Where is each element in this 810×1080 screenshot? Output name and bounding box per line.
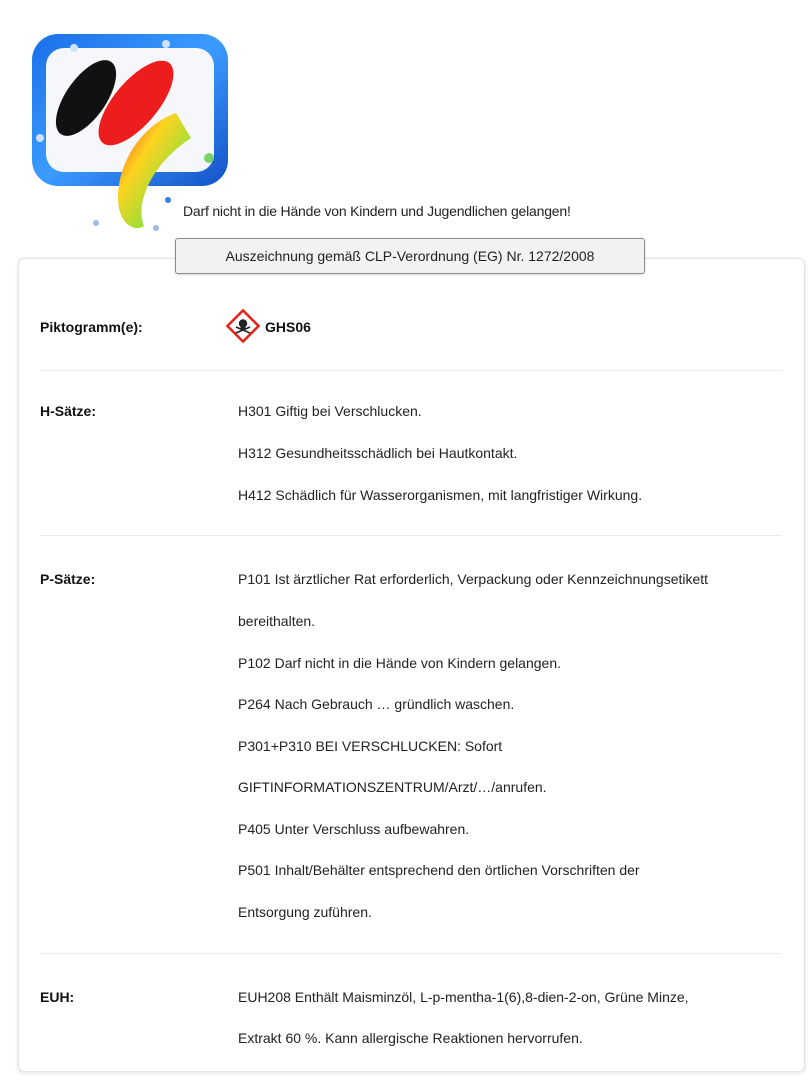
p-statement-line: P501 Inhalt/Behälter entsprechend den örtlichen Vorschriften der [238,862,640,878]
p-statement-line: P102 Darf nicht in die Hände von Kindern gelangen. [238,655,561,671]
h-statement-line: H412 Schädlich für Wasserorganismen, mit langfristiger Wirkung. [238,487,643,503]
h-statement-line: H301 Giftig bei Verschlucken. [238,403,422,419]
row-divider [40,535,782,536]
skull-crossbones-icon [225,308,261,344]
p-statement-line: P264 Nach Gebrauch … gründlich waschen. [238,696,515,712]
row-divider [40,370,782,371]
child-safety-notice: Darf nicht in die Hände von Kindern und Jugendlichen gelangen! [183,203,571,219]
row-divider [40,953,782,954]
h-statements-label: H-Sätze: [40,403,97,419]
p-statements-label: P-Sätze: [40,571,96,587]
p-statement-line: GIFTINFORMATIONSZENTRUM/Arzt/…/anrufen. [238,779,547,795]
pictogram-label: Piktogramm(e): [40,319,143,335]
p-statement-line: P405 Unter Verschluss aufbewahren. [238,821,470,837]
p-statement-line: bereithalten. [238,613,316,629]
p-statement-line: P301+P310 BEI VERSCHLUCKEN: Sofort [238,738,503,754]
euh-statement-line: EUH208 Enthält Maisminzöl, L-p-mentha-1(6),8-dien-2-on, Grüne Minze, [238,989,689,1005]
h-statement-line: H312 Gesundheitsschädlich bei Hautkontakt. [238,445,518,461]
clp-regulation-tag: Auszeichnung gemäß CLP-Verordnung (EG) Nr. 1272/2008 [175,238,645,274]
pictogram-code: GHS06 [265,319,311,335]
p-statement-line: P101 Ist ärztlicher Rat erforderlich, Verpackung oder Kennzeichnungsetikett [238,571,709,587]
euh-label: EUH: [40,989,75,1005]
euh-statement-line: Extrakt 60 %. Kann allergische Reaktionen hervorrufen. [238,1030,583,1046]
p-statement-line: Entsorgung zuführen. [238,904,372,920]
